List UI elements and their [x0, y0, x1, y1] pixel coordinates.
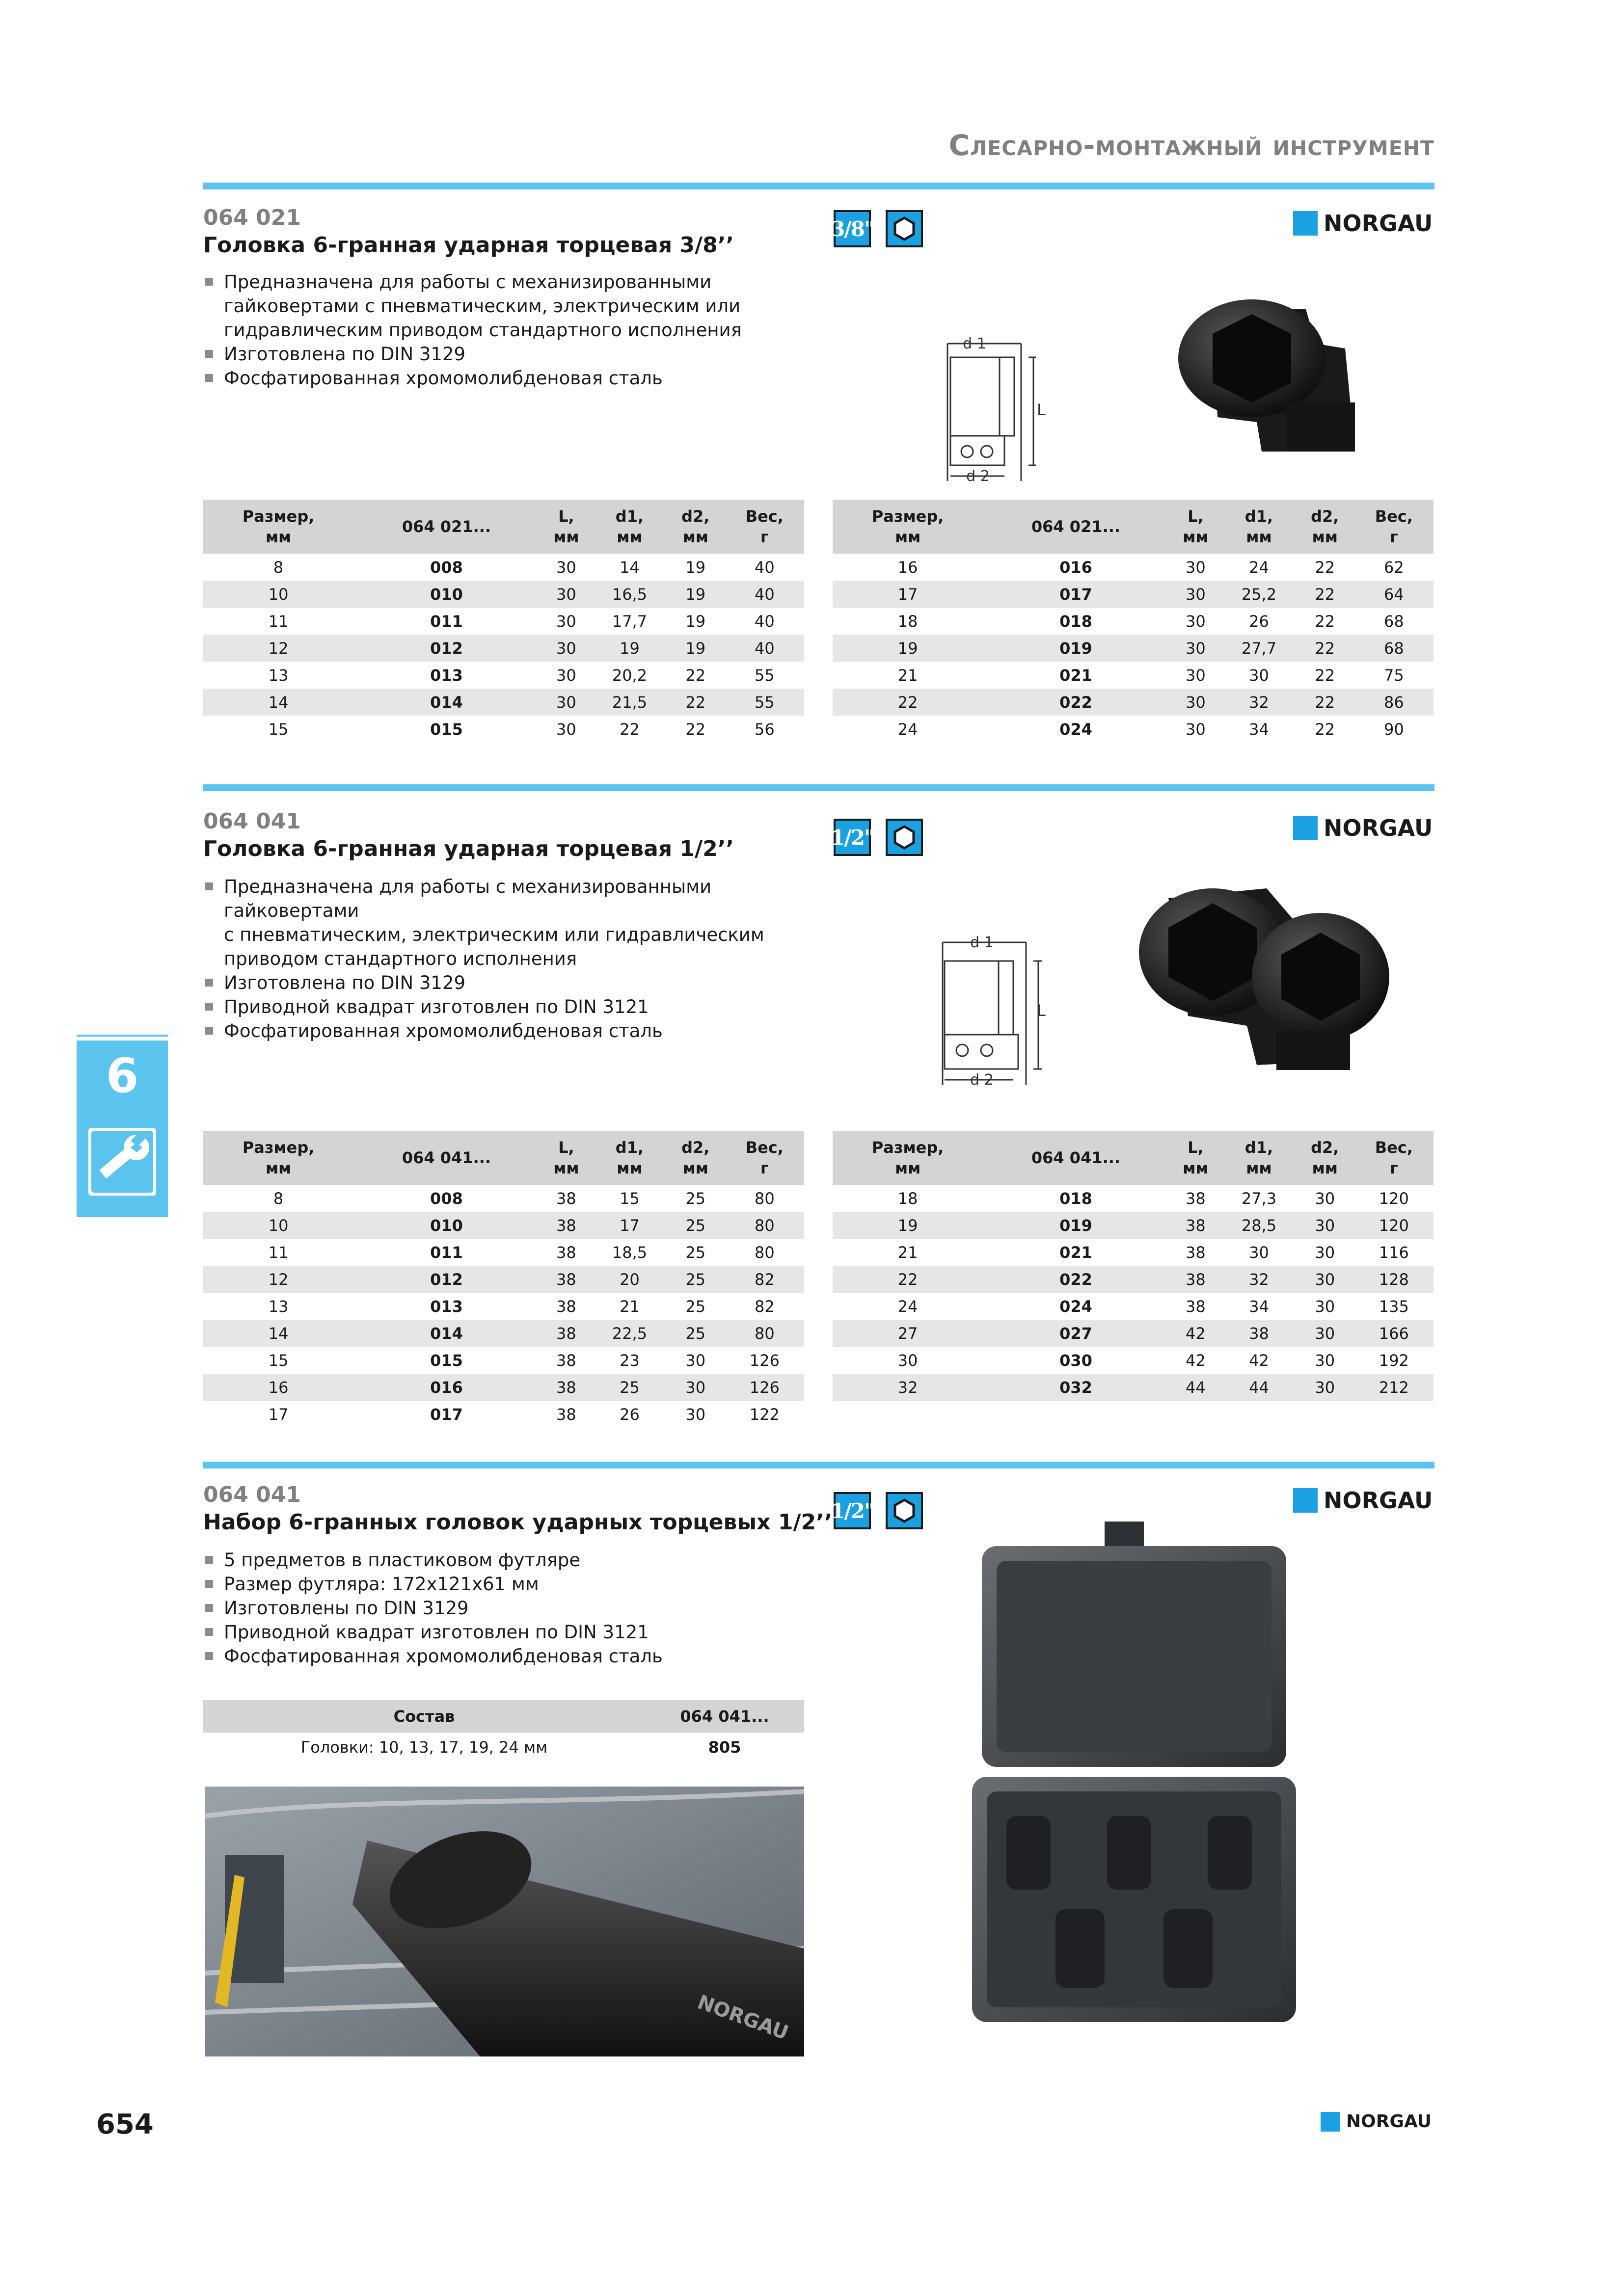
table-row	[833, 1347, 1434, 1374]
feature-list: 5 предметов в пластиковом футляре Размер футляра: 172х121х61 мм Изготовлены по DIN 3129 Приводной квадрат изготовлен по DIN 3121 Фосфатированная хромомолибденовая сталь	[203, 1548, 812, 1668]
table-row	[833, 1212, 1434, 1239]
table-cell: 56	[754, 720, 775, 739]
table-cell: 30	[1186, 558, 1206, 577]
product-title: Набор 6-гранных головок ударных торцевых 1/2’’	[203, 1510, 833, 1535]
socket-dimension-drawing	[938, 933, 1046, 1095]
table-cell: 19	[685, 558, 706, 577]
table-cell: 42	[1249, 1351, 1269, 1370]
spec-table-left: Размер, мм 064 041... L, мм d1, мм d2, мм Вес, г 8 008 38 15 25 80 10 010 38 17 25 80 11 011 38 18,5 25 80 12 012 38 20 25 82 13 013 38 21 25 82 14 014 38 22,5 25 80 15 015 38 23 30 126 16 016 38 25 30 126 17 017 38 26 30 122	[203, 1131, 804, 1428]
bullet-icon	[205, 1556, 213, 1564]
table-cell: 22	[1315, 666, 1335, 685]
table-cell: 25,2	[1222, 581, 1296, 608]
bullet-icon	[205, 882, 213, 890]
drive-size-badge: 3/8"	[834, 210, 871, 247]
table-cell: 30	[540, 635, 593, 662]
table-cell: 014	[353, 1320, 540, 1347]
table-row	[203, 689, 804, 716]
hex-socket-icon	[886, 1492, 923, 1529]
table-cell: 8	[273, 558, 284, 577]
table-cell: 25	[593, 1374, 666, 1401]
table-row	[203, 1293, 804, 1320]
table-cell: 30	[1186, 612, 1206, 631]
table-cell: 30	[1296, 1320, 1354, 1347]
table-cell: 24	[1249, 558, 1269, 577]
table-cell: 38	[1169, 1212, 1222, 1239]
table-cell: 30	[1315, 1189, 1335, 1208]
table-cell: 21,5	[593, 689, 666, 716]
table-cell: 19	[593, 635, 666, 662]
table-cell: 18	[897, 612, 918, 631]
table-cell: 22	[1296, 635, 1354, 662]
bullet-icon	[205, 1027, 213, 1035]
table-cell: 25	[685, 1243, 706, 1262]
spec-table-right: Размер, мм 064 041... L, мм d1, мм d2, мм Вес, г 18 018 38 27,3 30 120 19 019 38 28,5 30 120 21 021 38 30 30 116 22 022 38 32 30 128 24 024 38 34 30 135 27 027 42 38 30 166 30 030 42 42 30 192 32 032 44 44 30 212	[833, 1131, 1434, 1401]
table-cell: 44	[1169, 1374, 1222, 1401]
table-cell: 22	[1296, 581, 1354, 608]
table-cell: 30	[1169, 635, 1222, 662]
bullet-icon	[205, 1652, 213, 1660]
table-cell: 23	[620, 1351, 640, 1370]
table-cell: 126	[725, 1374, 804, 1401]
table-row	[833, 689, 1434, 716]
table-cell: 38	[1186, 1243, 1206, 1262]
table-cell: 68	[1354, 635, 1434, 662]
socket-dimension-drawing	[933, 334, 1046, 496]
table-cell: 128	[1354, 1266, 1434, 1293]
table-cell: 30	[1315, 1243, 1335, 1262]
table-row	[203, 1374, 804, 1401]
bullet-icon	[205, 1003, 213, 1011]
table-cell: 018	[1059, 1189, 1092, 1208]
table-cell: 11	[268, 1243, 289, 1262]
chapter-number: 6	[106, 1048, 139, 1103]
table-row	[833, 581, 1434, 608]
table-cell: 166	[1354, 1320, 1434, 1347]
feature-list: Предназначена для работы с механизированными гайковертами с пневматическим, электрическим или гидравлическим приводом стандартного исполнения Изготовлена по DIN 3129 Фосфатированная хромомолибденовая сталь	[203, 270, 812, 390]
table-cell: 135	[1379, 1297, 1409, 1316]
table-row	[203, 662, 804, 689]
table-cell: 14	[203, 1320, 353, 1347]
table-cell: 86	[1354, 689, 1434, 716]
table-cell: 30	[556, 720, 576, 739]
table-cell: 021	[1059, 1243, 1092, 1262]
table-cell: 82	[725, 1266, 804, 1293]
table-cell: 38	[540, 1266, 593, 1293]
table-cell: 19	[833, 635, 983, 662]
table-cell: 008	[430, 1189, 463, 1208]
table-cell: 019	[983, 1212, 1169, 1239]
table-cell: 16,5	[593, 581, 666, 608]
table-cell: 030	[1059, 1351, 1092, 1370]
section-divider	[203, 183, 1434, 189]
svg-text:d 1: d 1	[970, 934, 994, 951]
table-cell: 20	[593, 1266, 666, 1293]
table-cell: 30	[1296, 1374, 1354, 1401]
table-cell: 38	[556, 1189, 576, 1208]
table-cell: 38	[540, 1212, 593, 1239]
table-row	[833, 554, 1434, 581]
wrench-icon	[88, 1128, 156, 1196]
table-cell: 34	[1249, 1297, 1269, 1316]
table-cell: 38	[1186, 1297, 1206, 1316]
table-cell: 30	[540, 689, 593, 716]
table-cell: 30	[556, 612, 576, 631]
product-code: 064 041	[203, 809, 301, 834]
product-title: Головка 6-гранная ударная торцевая 3/8’’	[203, 233, 734, 258]
brand-logo: NORGAU	[1293, 815, 1433, 841]
table-cell: 80	[725, 1212, 804, 1239]
table-cell: 22	[685, 666, 706, 685]
section-divider	[203, 1462, 1434, 1468]
table-cell: 30	[556, 666, 576, 685]
spec-table-right: Размер, мм 064 021... L, мм d1, мм d2, мм Вес, г 16 016 30 24 22 62 17 017 30 25,2 22 64 18 018 30 26 22 68 19 019 30 27,7 22 68 21 021 30 30 22 75 22 022 30 32 22 86 24 024 30 34 22 90	[833, 500, 1434, 743]
table-cell: 30	[685, 1351, 706, 1370]
table-cell: 017	[983, 581, 1169, 608]
svg-text:d 2: d 2	[970, 1071, 994, 1089]
table-cell: 30	[540, 581, 593, 608]
table-cell: 38	[1186, 1189, 1206, 1208]
table-cell: 30	[1296, 1212, 1354, 1239]
table-cell: 32	[1222, 1266, 1296, 1293]
table-cell: 22,5	[593, 1320, 666, 1347]
table-cell: 30	[1315, 1297, 1335, 1316]
footer-brand-logo: NORGAU	[1321, 2111, 1432, 2132]
table-cell: 20,2	[612, 666, 648, 685]
table-cell: 018	[1059, 612, 1092, 631]
table-cell: 18,5	[612, 1243, 648, 1262]
table-cell: 21	[620, 1297, 640, 1316]
table-cell: 13	[268, 1297, 289, 1316]
table-cell: 30	[1296, 1266, 1354, 1293]
table-row	[833, 1320, 1434, 1347]
table-cell: 55	[754, 666, 775, 685]
drive-size-badge: 1/2"	[834, 1492, 871, 1529]
table-cell: 17	[268, 1405, 289, 1424]
table-cell: 44	[1222, 1374, 1296, 1401]
svg-text:NORGAU: NORGAU	[694, 1991, 791, 2045]
table-cell: 15	[268, 1351, 289, 1370]
table-cell: 021	[1059, 666, 1092, 685]
table-row	[203, 1185, 804, 1212]
table-cell: 30	[685, 1405, 706, 1424]
table-cell: 27,3	[1241, 1189, 1277, 1208]
svg-text:L: L	[1037, 1001, 1046, 1020]
svg-text:d 2: d 2	[966, 468, 990, 485]
bullet-icon	[205, 350, 213, 358]
table-cell: 30	[1169, 689, 1222, 716]
table-cell: 40	[754, 612, 775, 631]
table-row	[203, 608, 804, 635]
table-cell: 17	[833, 581, 983, 608]
table-cell: 17	[593, 1212, 666, 1239]
table-cell: 25	[666, 1266, 725, 1293]
table-cell: 012	[353, 635, 540, 662]
table-cell: 016	[353, 1374, 540, 1401]
table-cell: 22	[833, 1266, 983, 1293]
table-cell: 64	[1354, 581, 1434, 608]
table-cell: 027	[983, 1320, 1169, 1347]
page-number: 654	[96, 2109, 154, 2140]
table-cell: 40	[754, 558, 775, 577]
table-cell: 38	[1222, 1320, 1296, 1347]
table-row	[833, 1239, 1434, 1266]
table-cell: 122	[749, 1405, 780, 1424]
table-row	[203, 581, 804, 608]
table-cell: 14	[620, 558, 640, 577]
table-cell: 30	[666, 1374, 725, 1401]
table-cell: 008	[430, 558, 463, 577]
bullet-icon	[205, 1580, 213, 1588]
table-cell: 019	[983, 635, 1169, 662]
table-cell: 32	[1222, 689, 1296, 716]
table-row	[833, 1185, 1434, 1212]
table-cell: 90	[1383, 720, 1404, 739]
svg-text:L: L	[1037, 400, 1046, 419]
table-cell: 19	[666, 635, 725, 662]
table-row	[833, 1266, 1434, 1293]
table-row	[203, 1212, 804, 1239]
table-cell: 12	[203, 635, 353, 662]
table-cell: 22	[685, 720, 706, 739]
table-cell: 30	[1249, 666, 1269, 685]
table-row	[833, 1374, 1434, 1401]
table-cell: 30	[1186, 666, 1206, 685]
table-cell: 010	[353, 581, 540, 608]
feature-list: Предназначена для работы с механизированными гайковертами с пневматическим, электрическим или гидравлическим приводом стандартного исполнения Изготовлена по DIN 3129 Приводной квадрат изготовлен по DIN 3121 Фосфатированная хромомолибденовая сталь	[203, 875, 832, 1043]
table-cell: 40	[725, 581, 804, 608]
bullet-icon	[205, 374, 213, 382]
table-cell: 22	[833, 689, 983, 716]
table-cell: 38	[556, 1297, 576, 1316]
bullet-icon	[205, 979, 213, 987]
bullet-icon	[205, 1628, 213, 1636]
table-cell: 10	[203, 1212, 353, 1239]
table-cell: 82	[754, 1297, 775, 1316]
table-cell: 34	[1249, 720, 1269, 739]
table-cell: 022	[983, 689, 1169, 716]
table-cell: 10	[203, 581, 353, 608]
socket-photo	[1129, 864, 1424, 1080]
table-cell: 22	[666, 689, 725, 716]
table-cell: 017	[430, 1405, 463, 1424]
table-cell: 42	[1169, 1320, 1222, 1347]
table-cell: 015	[430, 1351, 463, 1370]
table-cell: 16	[897, 558, 918, 577]
table-cell: 011	[430, 1243, 463, 1262]
table-cell: 30	[1169, 581, 1222, 608]
drive-size-badge: 1/2"	[834, 819, 871, 856]
socket-set-case-photo	[952, 1522, 1321, 2052]
table-cell: 25	[666, 1212, 725, 1239]
table-cell: 19	[833, 1212, 983, 1239]
table-cell: 30	[556, 558, 576, 577]
table-row	[203, 1320, 804, 1347]
table-cell: 38	[540, 1374, 593, 1401]
table-cell: 38	[556, 1243, 576, 1262]
table-cell: 28,5	[1222, 1212, 1296, 1239]
bullet-icon	[205, 1604, 213, 1612]
table-row	[833, 635, 1434, 662]
table-cell: 80	[754, 1243, 775, 1262]
table-cell: 22	[1296, 689, 1354, 716]
product-title: Головка 6-гранная ударная торцевая 1/2’’	[203, 836, 734, 861]
table-cell: 38	[540, 1320, 593, 1347]
table-cell: 011	[430, 612, 463, 631]
table-cell: 16	[203, 1374, 353, 1401]
set-composition-table: Состав 064 041... Головки: 10, 13, 17, 19, 24 мм 805	[203, 1700, 804, 1762]
table-row	[203, 716, 804, 743]
table-row	[203, 1266, 804, 1293]
brand-logo: NORGAU	[1293, 210, 1433, 237]
table-cell: 15	[268, 720, 289, 739]
table-cell: 010	[353, 1212, 540, 1239]
hex-socket-icon	[886, 210, 923, 247]
chapter-tab	[77, 1041, 168, 1217]
socket-photo	[1159, 275, 1434, 471]
table-row	[203, 554, 804, 581]
table-row	[203, 1239, 804, 1266]
page-header-title: Слесарно-монтажный инструмент	[948, 129, 1434, 162]
table-cell: 38	[1169, 1266, 1222, 1293]
hex-socket-icon	[886, 819, 923, 856]
table-row	[203, 1401, 804, 1428]
table-cell: 19	[685, 612, 706, 631]
table-row	[833, 608, 1434, 635]
table-cell: 27,7	[1222, 635, 1296, 662]
table-cell: 192	[1379, 1351, 1409, 1370]
table-cell: 032	[983, 1374, 1169, 1401]
table-cell: 25	[666, 1320, 725, 1347]
table-cell: 26	[620, 1405, 640, 1424]
bullet-icon	[205, 278, 213, 286]
table-cell: 016	[1059, 558, 1092, 577]
table-cell: 022	[983, 1266, 1169, 1293]
table-cell: 26	[1249, 612, 1269, 631]
table-cell: 22	[1315, 720, 1335, 739]
table-row	[833, 662, 1434, 689]
table-cell: 21	[897, 666, 918, 685]
table-cell: 19	[666, 581, 725, 608]
table-cell: 24	[897, 1297, 918, 1316]
usage-photo	[205, 1787, 804, 2056]
table-cell: 30	[1186, 720, 1206, 739]
table-cell: 212	[1354, 1374, 1434, 1401]
brand-logo: NORGAU	[1293, 1487, 1433, 1514]
table-cell: 15	[620, 1189, 640, 1208]
table-cell: 32	[833, 1374, 983, 1401]
table-cell: 38	[556, 1405, 576, 1424]
table-cell: 126	[749, 1351, 780, 1370]
table-cell: 75	[1383, 666, 1404, 685]
table-cell: 25	[685, 1297, 706, 1316]
table-cell: 013	[430, 1297, 463, 1316]
table-cell: 024	[1059, 1297, 1092, 1316]
table-cell: 120	[1379, 1189, 1409, 1208]
section-divider	[203, 784, 1434, 791]
table-cell: 42	[1186, 1351, 1206, 1370]
table-cell: 22	[1315, 612, 1335, 631]
table-cell: 38	[556, 1351, 576, 1370]
table-row	[203, 635, 804, 662]
table-cell: 14	[203, 689, 353, 716]
table-cell: 024	[1059, 720, 1092, 739]
table-cell: 27	[833, 1320, 983, 1347]
product-code: 064 041	[203, 1482, 301, 1507]
table-cell: 68	[1383, 612, 1404, 631]
table-cell: 120	[1354, 1212, 1434, 1239]
table-cell: 13	[268, 666, 289, 685]
table-cell: 62	[1383, 558, 1404, 577]
table-cell: 015	[430, 720, 463, 739]
table-row	[833, 716, 1434, 743]
table-cell: 014	[353, 689, 540, 716]
table-cell: 24	[897, 720, 918, 739]
table-cell: 25	[685, 1189, 706, 1208]
product-code: 064 021	[203, 205, 301, 230]
table-cell: 80	[725, 1320, 804, 1347]
table-cell: 17,7	[612, 612, 648, 631]
table-cell: 30	[1315, 1351, 1335, 1370]
table-cell: 30	[897, 1351, 918, 1370]
table-cell: 12	[203, 1266, 353, 1293]
table-row	[203, 1347, 804, 1374]
table-row	[833, 1293, 1434, 1320]
table-cell: 013	[430, 666, 463, 685]
table-cell: 11	[268, 612, 289, 631]
svg-text:d 1: d 1	[963, 335, 986, 352]
table-cell: 18	[897, 1189, 918, 1208]
table-cell: 40	[725, 635, 804, 662]
table-cell: 8	[273, 1189, 284, 1208]
table-cell: 012	[353, 1266, 540, 1293]
table-cell: 30	[1249, 1243, 1269, 1262]
table-cell: 22	[1315, 558, 1335, 577]
table-cell: 22	[620, 720, 640, 739]
table-cell: 116	[1379, 1243, 1409, 1262]
table-cell: 21	[897, 1243, 918, 1262]
table-cell: 55	[725, 689, 804, 716]
spec-table-left: Размер, мм 064 021... L, мм d1, мм d2, мм Вес, г 8 008 30 14 19 40 10 010 30 16,5 19 40 11 011 30 17,7 19 40 12 012 30 19 19 40 13 013 30 20,2 22 55 14 014 30 21,5 22 55 15 015 30 22 22 56	[203, 500, 804, 743]
table-cell: 80	[754, 1189, 775, 1208]
